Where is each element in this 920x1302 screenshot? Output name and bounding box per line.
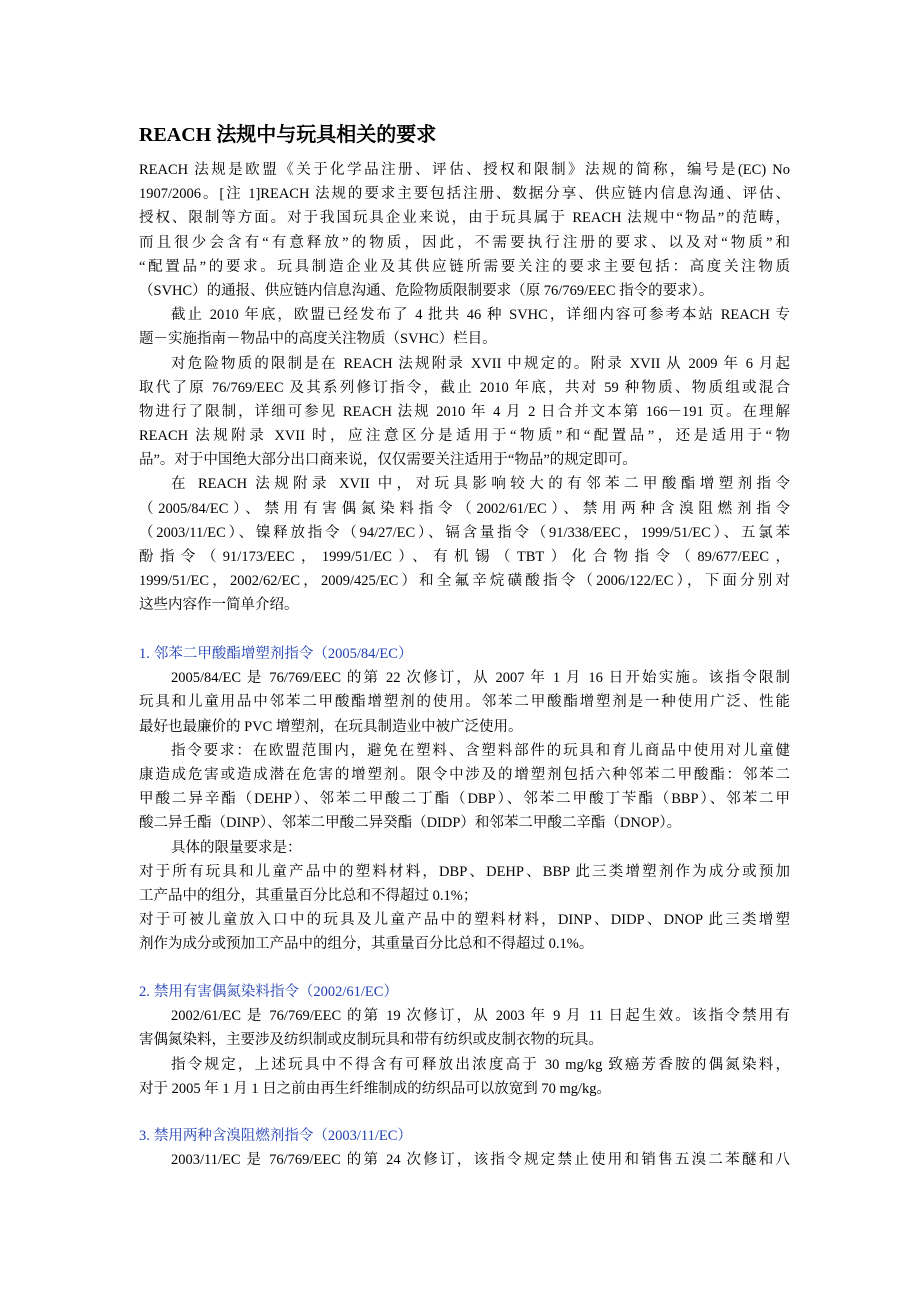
section-1 [139,642,790,956]
section-title: 禁用两种含溴阻燃剂指令（2003/11/EC） [153,1128,412,1144]
section-number: 2. [139,984,150,1000]
text-line: REACH 法规是欧盟《关于化学品注册、评估、授权和限制》法规的简称，编号是(EC) No [139,162,790,178]
text-line: 1999/51/EC，2002/62/EC，2009/425/EC）和全氟辛烷磺酸指令（2006/122/EC），下面分别对 [139,573,790,590]
text-line: 而且很少会含有“有意释放”的物质，因此，不需要执行注册的要求、以及对“物质”和 [139,234,790,251]
text-line: 取代了原 76/769/EEC 及其系列修订指令，截止 2010 年底，共对 59 种物质、物质组或混合 [139,379,790,396]
section-number: 1. [139,646,150,662]
section-heading [139,642,790,666]
text-line: （SVHC）的通报、供应链内信息沟通、危险物质限制要求（原 76/769/EEC 指令的要求）。 [139,282,714,299]
text-line: 酚指令（91/173/EEC，1999/51/EC）、有机锡（TBT）化合物指令（89/677/EEC， [139,549,790,565]
text-line: 授权、限制等方面。对于我国玩具企业来说，由于玩具属于 REACH 法规中“物品”的范畴， [139,210,790,227]
text-line: （2005/84/EC）、禁用有害偶氮染料指令（2002/61/EC）、禁用两种含溴阻燃剂指令 [139,500,790,517]
text-line: 工产品中的组分，其重量百分比总和不得超过 0.1%； [139,887,478,904]
text-line: 最好也最廉价的 PVC 增塑剂，在玩具制造业中被广泛使用。 [139,718,523,735]
section-heading [139,980,790,1004]
text-line: 酸二异壬酯（DINP）、邻苯二甲酸二异癸酯（DIDP）和邻苯二甲酸二辛酯（DNOP）。 [139,815,682,832]
text-line: 物进行了限制，详细可参见 REACH 法规 2010 年 4 月 2 日合并文本第 166－191 页。在理解 [139,403,790,420]
text-line: 指令要求：在欧盟范围内，避免在塑料、含塑料部件的玩具和育儿商品中使用对儿童健 [171,742,790,759]
section-heading [139,1124,790,1148]
text-line: 对于可被儿童放入口中的玩具及儿童产品中的塑料材料，DINP、DIDP、DNOP 此三类增塑 [139,912,790,929]
text-line: 品”。对于中国绝大部分出口商来说，仅仅需要关注适用于“物品”的规定即可。 [139,452,637,469]
section-title: 邻苯二甲酸酯增塑剂指令（2005/84/EC） [153,646,413,662]
text-line: 截止 2010 年底，欧盟已经发布了 4 批共 46 种 SVHC，详细内容可参考本站 REACH 专 [171,307,790,324]
section-number: 3. [139,1128,150,1144]
text-line: 指令规定，上述玩具中不得含有可释放出浓度高于 30 mg/kg 致癌芳香胺的偶氮染料， [171,1056,790,1073]
text-line: 1907/2006。[注 1]REACH 法规的要求主要包括注册、数据分享、供应链内信息沟通、评估、 [139,186,790,203]
text-line: REACH 法规附录 XVII 时，应注意区分是适用于“物质”和“配置品”，还是适用于“物 [139,428,790,445]
text-line: 这些内容作一简单介绍。 [139,597,299,614]
text-line: 对于所有玩具和儿童产品中的塑料材料，DBP、DEHP、BBP 此三类增塑剂作为成分或预加 [139,863,790,880]
text-line: 玩具和儿童用品中邻苯二甲酸酯增塑剂的使用。邻苯二甲酸酯增塑剂是一种使用广泛、性能 [139,694,790,711]
page-title: REACH 法规中与玩具相关的要求 [139,124,437,146]
text-line: 康造成危害或造成潜在危害的增塑剂。限令中涉及的增塑剂包括六种邻苯二甲酸酯：邻苯二 [139,766,790,783]
text-line: 甲酸二异辛酯（DEHP）、邻苯二甲酸二丁酯（DBP）、邻苯二甲酸丁苄酯（BBP）、邻苯二甲 [139,791,790,808]
section-2 [139,980,790,1101]
text-line: 2005/84/EC 是 76/769/EEC 的第 22 次修订，从 2007 年 1 月 16 日开始实施。该指令限制 [171,670,790,687]
text-line: 害偶氮染料，主要涉及纺织制或皮制玩具和带有纺织或皮制衣物的玩具。 [139,1032,603,1049]
text-line: 对于 2005 年 1 月 1 日之前由再生纤维制成的纺织品可以放宽到 70 mg/kg。 [139,1080,612,1097]
section-title: 禁用有害偶氮染料指令（2002/61/EC） [153,984,398,1000]
text-line: （2003/11/EC）、镍释放指令（94/27/EC）、镉含量指令（91/338/EEC，1999/51/EC）、五氯苯 [139,524,790,541]
section-3 [139,1124,790,1172]
text-line: 2002/61/EC 是 76/769/EEC 的第 19 次修订，从 2003 年 9 月 11 日起生效。该指令禁用有 [171,1008,790,1025]
text-line: 在 REACH 法规附录 XVII 中，对玩具影响较大的有邻苯二甲酸酯增塑剂指令 [171,476,790,493]
text-line: 2003/11/EC 是 76/769/EEC 的第 24 次修订，该指令规定禁止使用和销售五溴二苯醚和八 [171,1152,790,1169]
text-line: 题－实施指南－物品中的高度关注物质（SVHC）栏目。 [139,331,497,348]
text-line: 具体的限量要求是： [171,839,302,856]
text-line: 剂作为成分或预加工产品中的组分，其重量百分比总和不得超过 0.1%。 [139,936,594,953]
intro-text [139,158,790,618]
text-line: “配置品”的要求。玩具制造企业及其供应链所需要关注的要求主要包括：高度关注物质 [139,258,790,275]
text-line: 对危险物质的限制是在 REACH 法规附录 XVII 中规定的。附录 XVII 从 2009 年 6 月起 [171,355,790,372]
